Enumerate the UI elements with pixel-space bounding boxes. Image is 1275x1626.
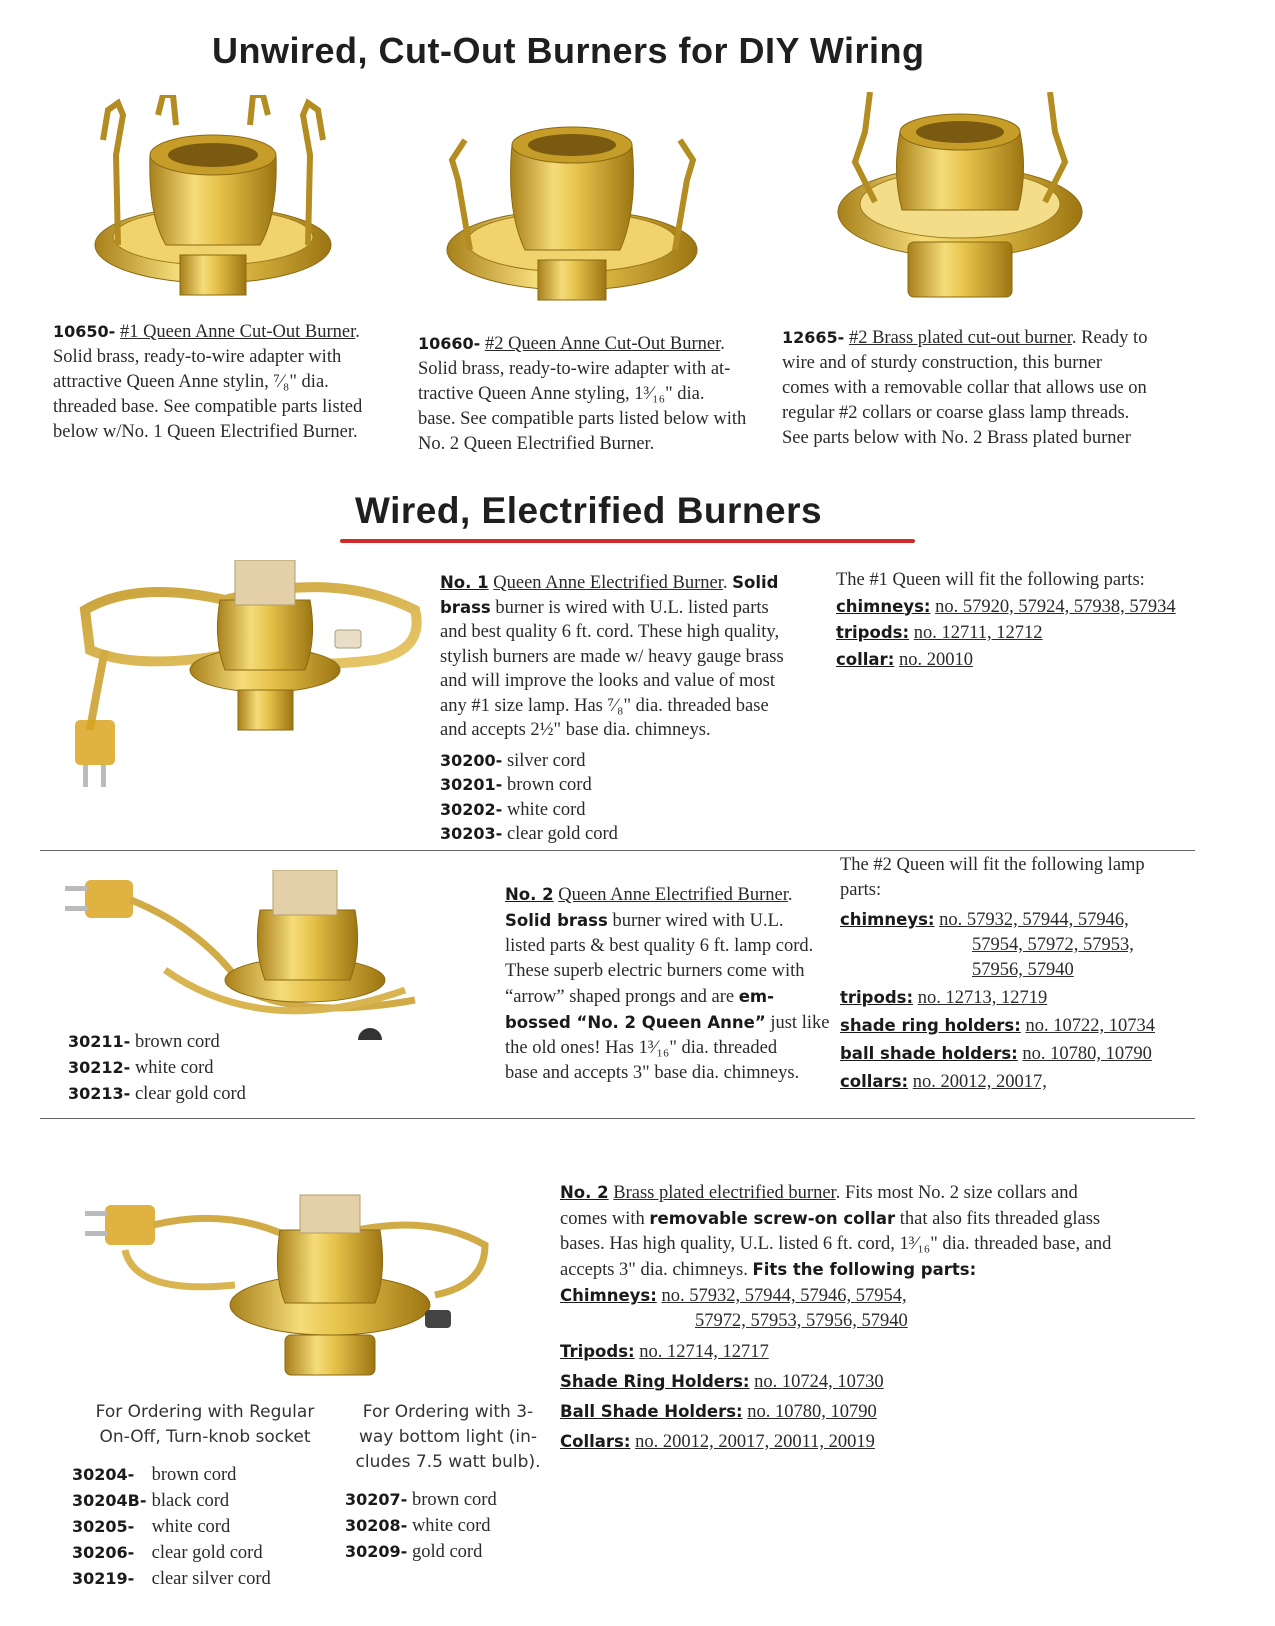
- no2b-prefix: No. 2: [560, 1183, 609, 1202]
- burner-no2-queen-electrified-image: [65, 870, 425, 1040]
- fit-label: Shade Ring Holders:: [560, 1372, 750, 1391]
- fit-value[interactable]: no. 12713, 12719: [917, 988, 1048, 1008]
- text-line: any #1 size lamp. Has ⁷⁄₈" dia. threaded base: [440, 695, 769, 716]
- no2q-bold: Solid brass: [505, 911, 608, 930]
- no1-prefix: No. 1: [440, 573, 489, 592]
- text-tail: . Fits most No. 2 size collars and: [835, 1183, 1078, 1203]
- text-line: On-Off, Turn-knob socket: [99, 1427, 311, 1447]
- sku-code: 30209-: [345, 1542, 408, 1561]
- text-line: No. 2 Queen Electrified Burner.: [418, 434, 655, 454]
- text-line: regular #2 collars or coarse glass lamp threads.: [782, 403, 1130, 423]
- sku-code: 30206-: [72, 1543, 135, 1562]
- divider: [40, 1118, 1195, 1119]
- text-line: below w/No. 1 Queen Electrified Burner.: [53, 422, 358, 442]
- product-10660-name[interactable]: #2 Queen Anne Cut-Out Burner: [484, 334, 721, 354]
- text-line: wire and of sturdy construction, this burner: [782, 353, 1103, 373]
- no1-fits: [836, 568, 1266, 672]
- fit-label: Tripods:: [560, 1342, 635, 1361]
- fit-value[interactable]: 57972, 57953, 57956, 57940: [695, 1311, 908, 1331]
- text-line: the old ones! Has 1³⁄₁₆" dia. threaded: [505, 1038, 778, 1058]
- sku-desc: white cord: [411, 1516, 491, 1536]
- fit-heading: The #2 Queen will fit the following lamp: [840, 855, 1145, 875]
- product-10650-name[interactable]: #1 Queen Anne Cut-Out Burner: [119, 322, 356, 342]
- fit-value[interactable]: no. 20012, 20017, 20011, 20019: [635, 1432, 875, 1452]
- text-line: accepts 3" dia. chimneys.: [560, 1260, 753, 1280]
- fit-value[interactable]: 57954, 57972, 57953,: [972, 935, 1134, 955]
- text-line: listed parts & best quality 6 ft. lamp cord.: [505, 936, 814, 956]
- text-tail: . Ready to: [1071, 328, 1148, 348]
- product-12665-name[interactable]: #2 Brass plated cut-out burner: [848, 328, 1072, 348]
- sku-code: 30202-: [440, 799, 503, 819]
- burner-12665-image: [830, 92, 1090, 307]
- burner-no1-electrified-image: [75, 560, 435, 795]
- no2q-skus: [68, 1029, 246, 1107]
- text-line: See parts below with No. 2 Brass plated burner: [782, 428, 1131, 448]
- text-line: way bottom light (in-: [358, 1427, 538, 1447]
- text-line: base. See compatible parts listed below with: [418, 409, 747, 429]
- sku-code: 30204-: [72, 1465, 135, 1484]
- text-line: bases. Has high quality, U.L. listed 6 ft. cord, 1³⁄₁₆" dia. threaded base, and: [560, 1234, 1112, 1254]
- sku-desc: gold cord: [411, 1542, 483, 1562]
- sku-code: 30203-: [440, 824, 503, 843]
- no2b-bold: Fits the following parts:: [752, 1260, 977, 1279]
- text-line: These superb electric burners come with: [505, 961, 805, 981]
- sku-desc: clear gold cord: [134, 1084, 246, 1104]
- product-10660: 10660- #2 Queen Anne Cut-Out Burner. Solid brass, ready-to-wire adapter with at- tractive Queen Anne styling, 1³⁄₁₆" dia. base. See compatible parts listed below with No. 2 Queen Electrified Burner.: [418, 331, 768, 457]
- text-line: Solid brass, ready-to-wire adapter with: [53, 347, 342, 367]
- fit-label: chimneys:: [840, 910, 935, 929]
- text-line: threaded base. See compatible parts listed: [53, 397, 363, 417]
- text-tail: burner is wired with U.L. listed parts: [490, 597, 769, 618]
- sku-code: 30204B-: [72, 1491, 147, 1510]
- fit-value[interactable]: no. 57920, 57924, 57938, 57934: [935, 596, 1176, 617]
- text-line: “arrow” shaped prongs and are: [505, 987, 739, 1007]
- fit-heading: The #1 Queen will fit the following parts:: [836, 570, 1145, 590]
- fit-value[interactable]: no. 10780, 10790: [1022, 1044, 1152, 1064]
- fit-value[interactable]: no. 20010: [898, 649, 973, 670]
- product-no2-brass-electrified: [560, 1180, 1220, 1455]
- sku-code: 30207-: [345, 1490, 408, 1509]
- sku-code: 30201-: [440, 775, 503, 794]
- fit-value[interactable]: no. 10724, 10730: [754, 1372, 884, 1392]
- sku-desc: black cord: [151, 1491, 230, 1511]
- fit-label: Collars:: [560, 1432, 631, 1451]
- text-line: comes with: [560, 1209, 650, 1229]
- burner-10660-image: [440, 100, 705, 310]
- sku-desc: clear gold cord: [506, 824, 618, 844]
- fit-value[interactable]: no. 12711, 12712: [913, 623, 1043, 643]
- no2q-bold: bossed “No. 2 Queen Anne”: [505, 1013, 766, 1032]
- sku-desc: silver cord: [506, 750, 586, 771]
- text-line: cludes 7.5 watt bulb).: [355, 1452, 541, 1472]
- no2q-fits: [840, 853, 1260, 1095]
- product-12665: [782, 325, 1202, 451]
- product-10650: 10650- #1 Queen Anne Cut-Out Burner. Solid brass, ready-to-wire adapter with attractive Queen Anne stylin, ⁷⁄₈" dia. threaded base. See compatible parts listed below w/No. 1 Queen Electrified Burner.: [53, 319, 393, 445]
- fit-label: collars:: [840, 1072, 909, 1091]
- no1-bold: Solid: [732, 573, 779, 592]
- sku-desc: clear gold cord: [151, 1543, 263, 1563]
- sku-desc: white cord: [134, 1058, 214, 1078]
- fit-value[interactable]: 57956, 57940: [972, 960, 1074, 980]
- sku-desc: white cord: [151, 1517, 231, 1537]
- sku-10650: 10650-: [53, 322, 116, 341]
- regular-skus: [72, 1462, 271, 1592]
- sku-12665: 12665-: [782, 328, 845, 347]
- sku-code: 30205-: [72, 1517, 135, 1536]
- product-no1-electrified: No. 1 Queen Anne Electrified Burner. Solid brass burner is wired with U.L. listed parts and best quality 6 ft. cord. These high quality, stylish burners are made w/ heavy gauge brass and will improve the looks and value of most any #1 size lamp. Has ⁷⁄₈" dia. threaded base and accepts 2½" base dia. chimneys. 30200- silver cord 30201- brown cord 30202- white cord 30203- clear gold cord: [440, 571, 830, 847]
- sku-desc: brown cord: [151, 1465, 237, 1485]
- no2b-bold: removable screw-on collar: [649, 1209, 896, 1228]
- divider: [40, 850, 1195, 851]
- sku-code: 30208-: [345, 1516, 408, 1535]
- section-title-wired: Wired, Electrified Burners: [355, 490, 823, 531]
- fit-label: Chimneys:: [560, 1286, 657, 1305]
- fit-value[interactable]: no. 57932, 57944, 57946, 57954,: [661, 1286, 907, 1306]
- no1-bold: brass: [440, 597, 491, 617]
- fit-label: Ball Shade Holders:: [560, 1402, 743, 1421]
- fit-label: collar:: [836, 649, 895, 669]
- sku-10660: 10660-: [418, 334, 481, 353]
- text-line: For Ordering with 3-: [362, 1402, 534, 1422]
- fit-value[interactable]: no. 10722, 10734: [1025, 1016, 1155, 1036]
- sku-desc: white cord: [506, 799, 586, 820]
- fit-value[interactable]: no. 10780, 10790: [747, 1402, 877, 1422]
- text-tail: just like: [765, 1013, 830, 1033]
- fit-label: ball shade holders:: [840, 1044, 1018, 1063]
- sku-desc: brown cord: [134, 1032, 220, 1052]
- threeway-skus: [345, 1487, 497, 1565]
- fit-label: tripods:: [836, 623, 910, 642]
- fit-label: shade ring holders:: [840, 1016, 1021, 1035]
- text-line: base and accepts 3" base dia. chimneys.: [505, 1063, 800, 1083]
- product-no2-queen-electrified: No. 2 Queen Anne Electrified Burner. Solid brass burner wired with U.L. listed parts & best quality 6 ft. lamp cord. These superb electric burners come with “arrow” shaped prongs and are em- bossed “No. 2 Queen Anne” just like the old ones! Has 1³⁄₁₆" dia. threaded base and accepts 3" base dia. chimneys.: [505, 882, 835, 1086]
- text-line: attractive Queen Anne stylin, ⁷⁄₈" dia.: [53, 372, 329, 392]
- text-line: comes with a removable collar that allows use on: [782, 378, 1147, 398]
- sku-code: 30200-: [440, 750, 503, 770]
- text-tail: that also fits threaded glass: [895, 1209, 1101, 1229]
- text-line: For Ordering with Regular: [95, 1402, 315, 1422]
- burner-10650-image: [88, 95, 338, 310]
- threeway-ordering-heading: [348, 1400, 548, 1475]
- no2q-name[interactable]: Queen Anne Electrified Burner: [558, 885, 788, 905]
- no2q-bold: em-: [738, 987, 774, 1006]
- sku-desc: brown cord: [506, 775, 592, 795]
- fit-value[interactable]: no. 57932, 57944, 57946,: [939, 910, 1129, 930]
- text-line: and accepts 2½" base dia. chimneys.: [440, 720, 711, 740]
- text-line: and will improve the looks and value of most: [440, 671, 775, 691]
- sku-code: 30211-: [68, 1032, 131, 1051]
- text-tail: burner wired with U.L.: [607, 911, 784, 931]
- page-title: Unwired, Cut-Out Burners for DIY Wiring: [212, 30, 925, 71]
- text-line: Solid brass, ready-to-wire adapter with at-: [418, 359, 731, 379]
- sku-code: 30212-: [68, 1058, 131, 1077]
- fit-value[interactable]: no. 20012, 20017,: [912, 1072, 1047, 1092]
- text-line: tractive Queen Anne styling, 1³⁄₁₆" dia.: [418, 384, 705, 404]
- no2q-prefix: No. 2: [505, 885, 554, 904]
- text-line: and best quality 6 ft. cord. These high quality,: [440, 622, 780, 642]
- fit-heading: parts:: [840, 880, 882, 900]
- burner-no2-brass-electrified-image: [85, 1185, 495, 1385]
- title-underline: [340, 539, 915, 543]
- no2b-name[interactable]: Brass plated electrified burner: [613, 1183, 836, 1203]
- sku-code: 30219-: [72, 1569, 135, 1588]
- no1-name[interactable]: Queen Anne Electrified Burner: [493, 573, 723, 593]
- fit-label: tripods:: [840, 988, 914, 1007]
- text-line: stylish burners are made w/ heavy gauge brass: [440, 646, 784, 667]
- fit-value[interactable]: no. 12714, 12717: [639, 1342, 769, 1362]
- sku-desc: brown cord: [411, 1490, 497, 1510]
- sku-code: 30213-: [68, 1084, 131, 1103]
- sku-desc: clear silver cord: [151, 1569, 271, 1589]
- fit-label: chimneys:: [836, 596, 931, 616]
- regular-ordering-heading: [80, 1400, 330, 1450]
